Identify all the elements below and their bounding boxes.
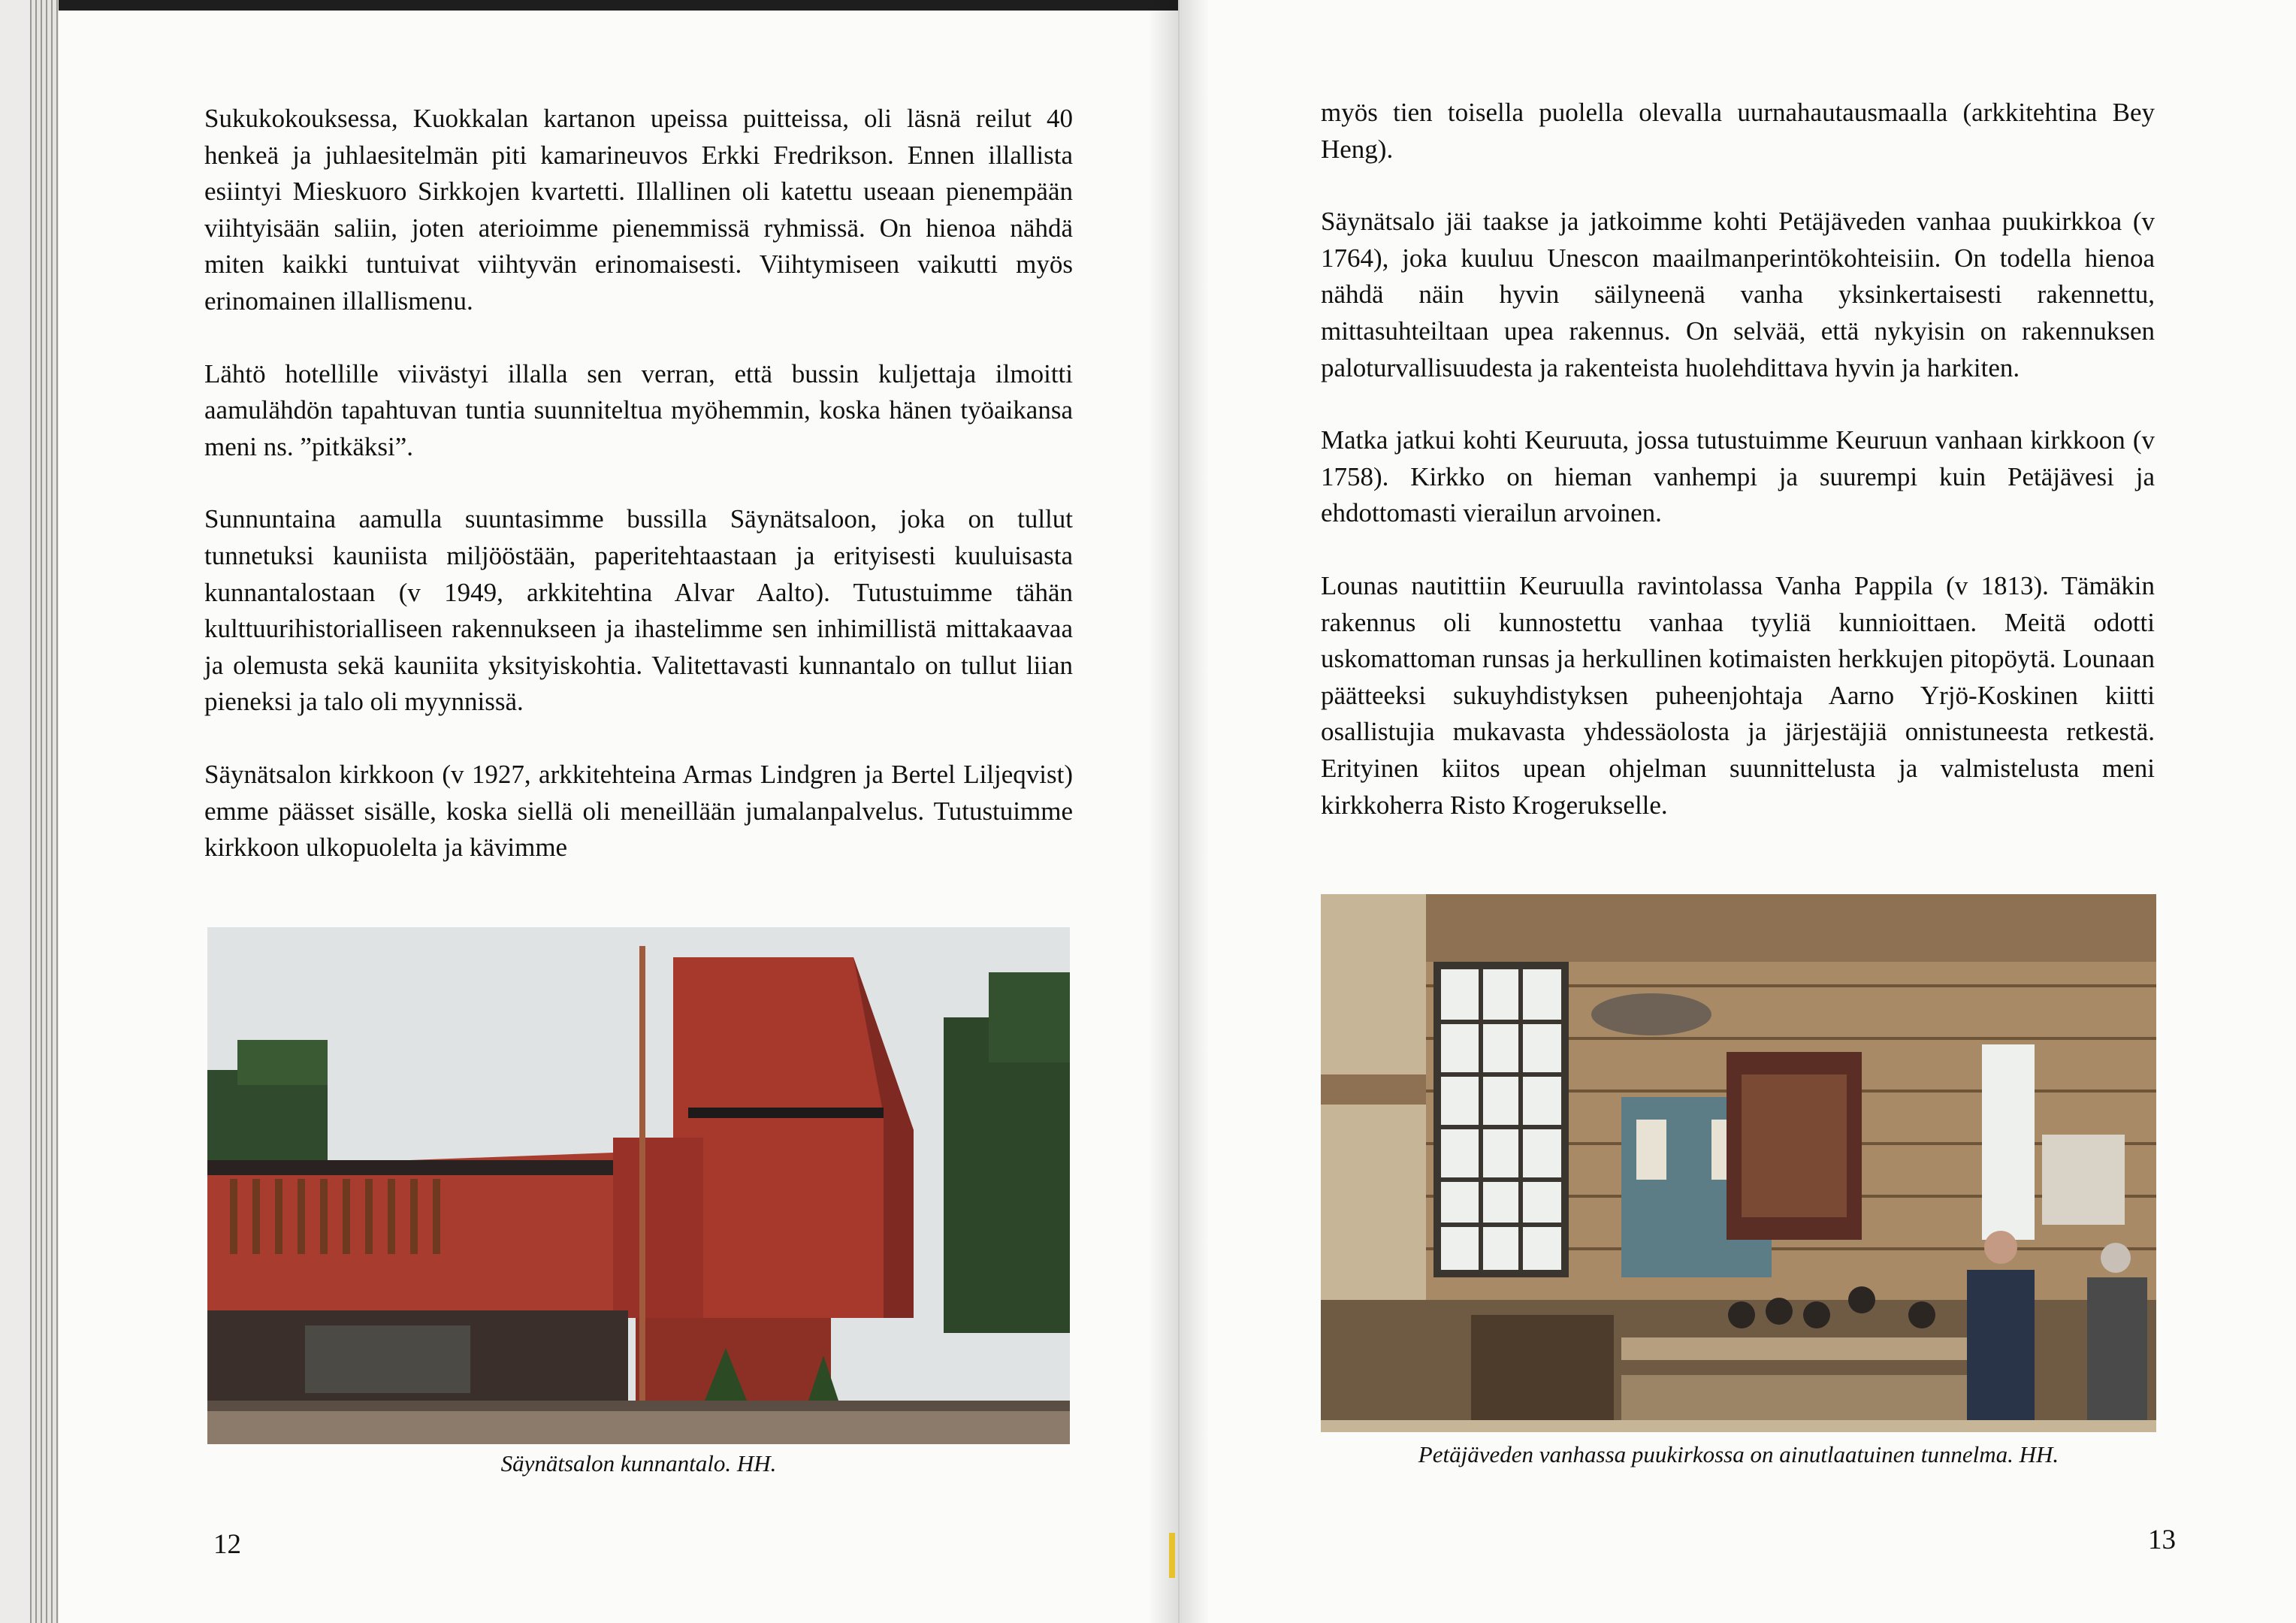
top-edge bbox=[30, 0, 1178, 11]
paragraph: Lounas nautittiin Keuruulla ravintolassa Vanha Pappila (v 1813). Tämäkin rakennus oli kunnostettu vanhaa tyyliä kunnioittaen. Meitä odotti uskomattoman runsas ja herkullinen kotimaisten herkkujen pitopöytä. Lounaan päätteeksi sukuyhdistyksen puheenjohtaja Aarno Yrjö-Koskinen kiitti osallistujia mukavasta yhdessäolosta ja järjestäjiä onnistuneesta retkestä. Erityinen kiitos upean ohjelman suunnittelusta ja valmistelusta meni kirkkoherra Risto Krogerukselle. bbox=[1321, 570, 2155, 820]
spine-shadow bbox=[1148, 0, 1178, 1623]
page-number: 13 bbox=[2148, 1525, 2176, 1555]
right-text-column bbox=[1321, 95, 2155, 860]
paragraph: myös tien toisella puolella olevalla uurnahautausmaalla (arkkitehtina Bey Heng). bbox=[1321, 98, 2155, 164]
town-hall-illustration bbox=[207, 927, 1070, 1444]
photo-church-interior bbox=[1321, 894, 2156, 1432]
spine-shadow bbox=[1180, 0, 1210, 1623]
paragraph: Sukukokouksessa, Kuokkalan kartanon upeissa puitteissa, oli läsnä reilut 40 henkeä ja juhlaesitelmän piti kamarineuvos Erkki Fredrikson. Ennen illallista esiintyi Mieskuoro Sirkkojen kvartetti. Illallinen oli katettu useaan pienempään viihtyisään saliin, joten aterioimme pienemmissä ryhmissä. On hienoa nähdä miten kaikki tuntuivat viihtyvän erinomaisesti. Viihtymiseen vaikutti myös erinomainen illallismenu. bbox=[204, 104, 1073, 316]
page-number: 12 bbox=[213, 1529, 241, 1560]
left-text-column bbox=[204, 101, 1073, 902]
paragraph: Säynätsalon kirkkoon (v 1927, arkkitehteina Armas Lindgren ja Bertel Liljeqvist) emme päässet sisälle, koska siellä oli meneillään jumalanpalvelus. Tutustuimme kirkkoon ulkopuolelta ja kävimme bbox=[204, 759, 1073, 863]
photo-town-hall bbox=[207, 927, 1070, 1444]
page-edge-lines bbox=[30, 0, 59, 1623]
binding-mark bbox=[1169, 1533, 1175, 1578]
photo-caption: Petäjäveden vanhassa puukirkossa on ainutlaatuinen tunnelma. HH. bbox=[1418, 1441, 2059, 1467]
paragraph: Lähtö hotellille viivästyi illalla sen verran, että bussin kuljettaja ilmoitti aamulähdön tapahtuvan tuntia suunniteltua myöhemmin, koska hänen työaikansa meni ns. ”pitkäksi”. bbox=[204, 358, 1073, 461]
paragraph: Matka jatkui kohti Keuruuta, jossa tutustuimme Keuruun vanhaan kirkkoon (v 1758). Kirkko on hieman vanhempi ja suurempi kuin Petäjävesi ja ehdottomasti vierailun arvoinen. bbox=[1321, 425, 2155, 528]
right-page bbox=[1180, 0, 2296, 1623]
left-page bbox=[30, 0, 1180, 1623]
paragraph: Säynätsalo jäi taakse ja jatkoimme kohti Petäjäveden vanhaa puukirkkoa (v 1764), joka kuuluu Unescon maailmanperintökohteisiin. On todella hienoa nähdä näin hyvin säilyneenä vanha yksinkertaisesti rakennettu, mittasuhteiltaan upea rakennus. On selvää, että nykyisin on rakennuksen paloturvallisuudesta ja rakenteista huolehdittava hyvin ja harkiten. bbox=[1321, 207, 2155, 382]
church-interior-illustration bbox=[1321, 894, 2156, 1432]
paragraph: Sunnuntaina aamulla suuntasimme bussilla Säynätsaloon, joka on tullut tunnetuksi kauniista miljööstään, paperitehtaastaan ja erityisesti kuuluisasta kunnantalostaan (v 1949, arkkitehtina Alvar Aalto). Tutustuimme tähän kulttuurihistorialliseen rakennukseen ja ihastelimme sen inhimillistä mittakaavaa ja olemusta sekä kauniita yksityiskohtia. Valitettavasti kunnantalo on tullut liian pieneksi ja talo oli myynnissä. bbox=[204, 504, 1073, 717]
photo-caption: Säynätsalon kunnantalo. HH. bbox=[500, 1450, 777, 1476]
